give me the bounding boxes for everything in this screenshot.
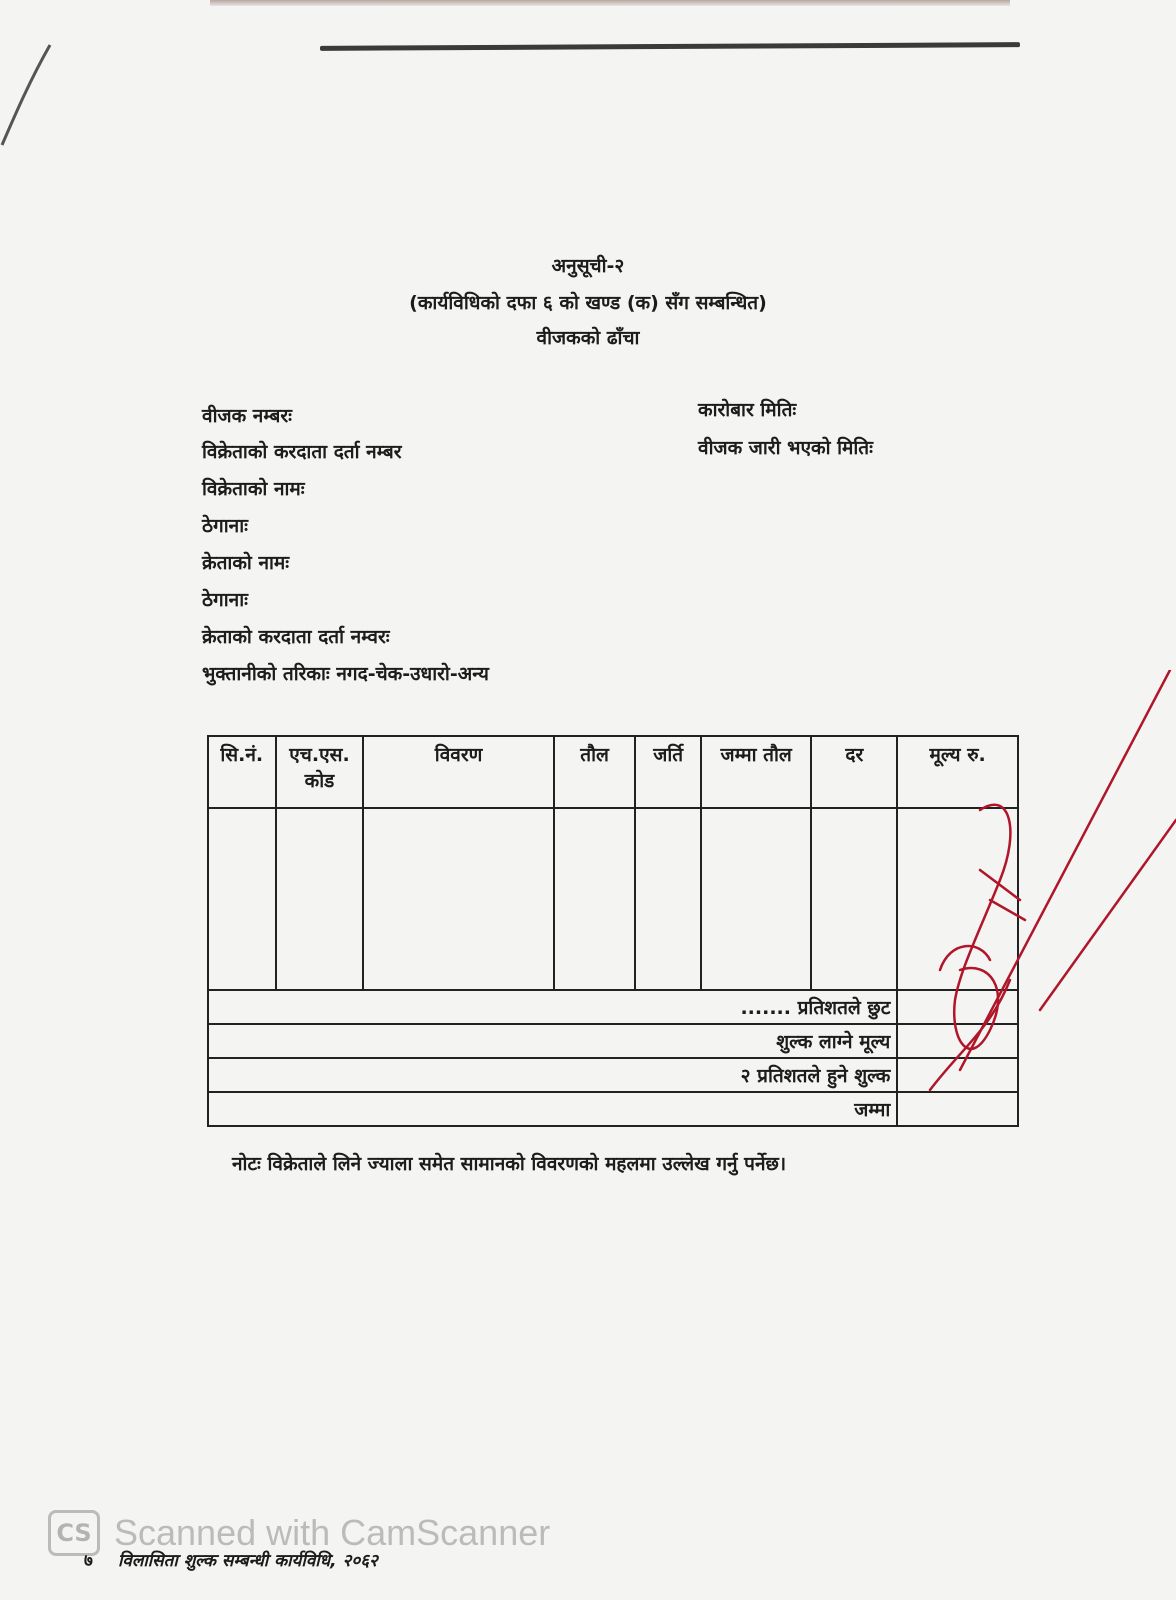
table-cell — [554, 808, 636, 990]
seller-pan-label: विक्रेताको करदाता दर्ता नम्बर — [202, 441, 402, 463]
annex-title: अनुसूची-२ — [551, 255, 625, 277]
page-number: ७ — [84, 1551, 93, 1571]
col-description: विवरण — [363, 736, 553, 808]
table-cell — [363, 808, 553, 990]
table-header-row — [208, 736, 1018, 808]
table-cell — [635, 808, 700, 990]
summary-row-discount — [208, 990, 1018, 1024]
col-value: मूल्य रु. — [897, 736, 1018, 808]
table-cell — [811, 808, 897, 990]
payment-method-label: भुक्तानीको तरिकाः नगद-चेक-उधारो-अन्य — [202, 663, 489, 685]
table-row — [208, 808, 1018, 990]
col-wastage: जर्ति — [635, 736, 700, 808]
publication-title: विलासिता शुल्क सम्बन्धी कार्यविधि, २०६२ — [118, 1551, 378, 1571]
summary-label: २ प्रतिशतले हुने शुल्क — [208, 1058, 897, 1092]
buyer-name-label: क्रेताको नामः — [202, 552, 290, 574]
table-cell — [276, 808, 364, 990]
summary-row-duty — [208, 1058, 1018, 1092]
summary-row-total — [208, 1092, 1018, 1126]
summary-row-taxable-value — [208, 1024, 1018, 1058]
page-fold-mark — [0, 40, 60, 150]
transaction-date-label: कारोबार मितिः — [698, 399, 797, 421]
seller-address-label: ठेगानाः — [202, 515, 248, 537]
table-cell — [701, 808, 811, 990]
camscanner-logo-icon: CS — [48, 1510, 100, 1556]
col-weight: तौल — [554, 736, 636, 808]
invoice-number-label: वीजक नम्बरः — [202, 405, 292, 427]
invoice-table — [207, 735, 1019, 1127]
page-top-edge — [210, 0, 1010, 6]
handwritten-signature — [920, 670, 1176, 1110]
col-serial: सि.नं. — [208, 736, 276, 808]
summary-label: जम्मा — [208, 1092, 897, 1126]
seller-name-label: विक्रेताको नामः — [202, 478, 305, 500]
summary-label: ....... प्रतिशतले छुट — [208, 990, 897, 1024]
col-hs-code: एच.एस. कोड — [276, 736, 364, 808]
col-rate: दर — [811, 736, 897, 808]
table-cell — [208, 808, 276, 990]
watermark-text: Scanned with CamScanner — [114, 1512, 551, 1553]
form-title: वीजकको ढाँचा — [536, 327, 640, 349]
summary-label: शुल्क लाग्ने मूल्य — [208, 1024, 897, 1058]
buyer-pan-label: क्रेताको करदाता दर्ता नम्वरः — [202, 626, 390, 648]
header-rule — [320, 42, 1020, 51]
table-note: नोटः विक्रेताले लिने ज्याला समेत सामानको विवरणको महलमा उल्लेख गर्नु पर्नेछ। — [232, 1153, 787, 1175]
invoice-issue-date-label: वीजक जारी भएको मितिः — [698, 437, 873, 459]
annex-subtitle: (कार्यविधिको दफा ६ को खण्ड (क) सँग सम्बन्धित) — [409, 292, 767, 314]
buyer-address-label: ठेगानाः — [202, 589, 248, 611]
col-total-weight: जम्मा तौल — [701, 736, 811, 808]
